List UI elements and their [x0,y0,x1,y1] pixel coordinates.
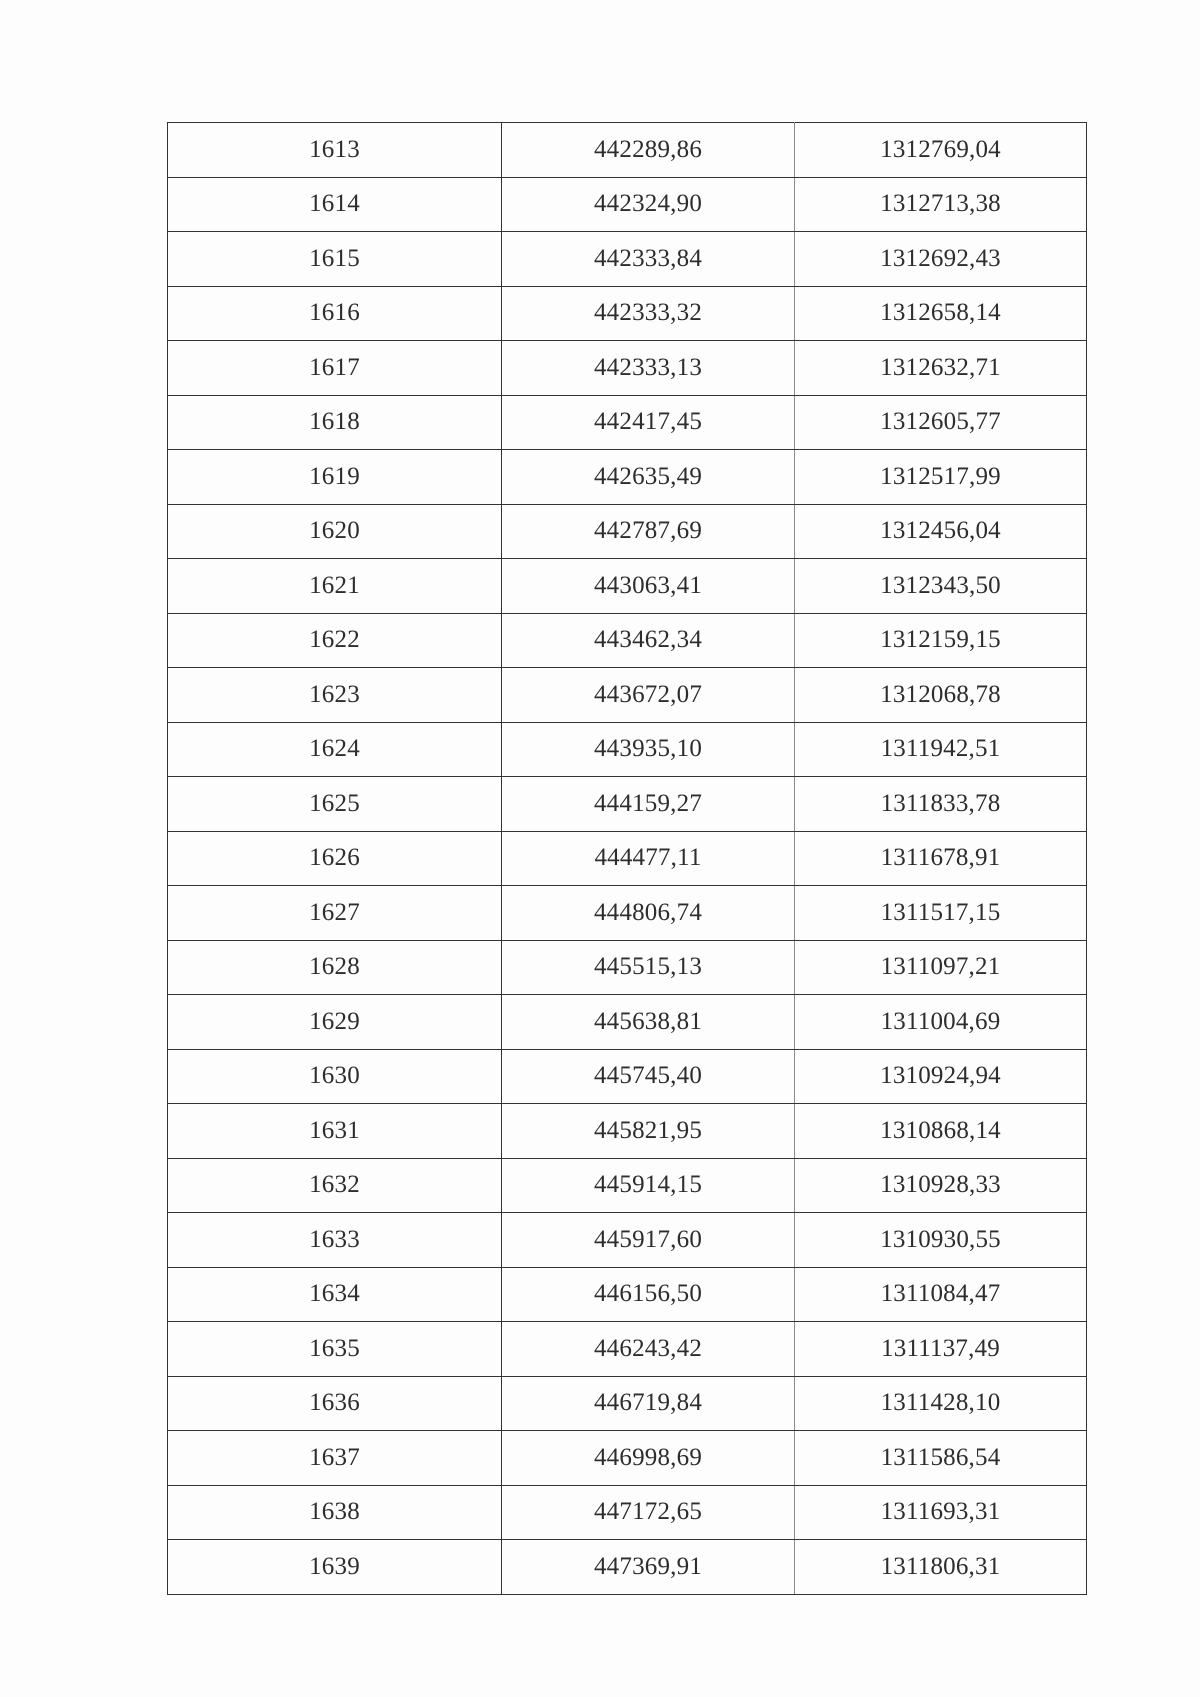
y-coordinate-cell: 1311428,10 [795,1376,1087,1431]
point-number-cell: 1614 [168,177,502,232]
point-number-cell: 1633 [168,1213,502,1268]
x-coordinate-cell: 445914,15 [502,1158,795,1213]
y-coordinate-cell: 1310928,33 [795,1158,1087,1213]
point-number-cell: 1634 [168,1267,502,1322]
table-row [168,1104,1087,1159]
x-coordinate-cell: 446156,50 [502,1267,795,1322]
table-row [168,504,1087,559]
table-row [168,1213,1087,1268]
table-row [168,722,1087,777]
table-row [168,1049,1087,1104]
y-coordinate-cell: 1311678,91 [795,831,1087,886]
x-coordinate-cell: 443935,10 [502,722,795,777]
y-coordinate-cell: 1312692,43 [795,232,1087,287]
table-row [168,1431,1087,1486]
point-number-cell: 1618 [168,395,502,450]
x-coordinate-cell: 446243,42 [502,1322,795,1377]
point-number-cell: 1617 [168,341,502,396]
x-coordinate-cell: 447172,65 [502,1485,795,1540]
x-coordinate-cell: 445821,95 [502,1104,795,1159]
x-coordinate-cell: 444806,74 [502,886,795,941]
y-coordinate-cell: 1312343,50 [795,559,1087,614]
x-coordinate-cell: 443063,41 [502,559,795,614]
table-row [168,613,1087,668]
y-coordinate-cell: 1312456,04 [795,504,1087,559]
y-coordinate-cell: 1312517,99 [795,450,1087,505]
table-row [168,1485,1087,1540]
table-row [168,395,1087,450]
y-coordinate-cell: 1312632,71 [795,341,1087,396]
point-number-cell: 1626 [168,831,502,886]
table-row [168,286,1087,341]
point-number-cell: 1635 [168,1322,502,1377]
x-coordinate-cell: 445638,81 [502,995,795,1050]
table-row [168,1158,1087,1213]
point-number-cell: 1619 [168,450,502,505]
x-coordinate-cell: 442289,86 [502,123,795,178]
x-coordinate-cell: 443462,34 [502,613,795,668]
y-coordinate-cell: 1312068,78 [795,668,1087,723]
y-coordinate-cell: 1311004,69 [795,995,1087,1050]
y-coordinate-cell: 1311137,49 [795,1322,1087,1377]
point-number-cell: 1627 [168,886,502,941]
x-coordinate-cell: 444477,11 [502,831,795,886]
x-coordinate-cell: 442417,45 [502,395,795,450]
table-row [168,123,1087,178]
x-coordinate-cell: 443672,07 [502,668,795,723]
table-row [168,1540,1087,1595]
point-number-cell: 1621 [168,559,502,614]
y-coordinate-cell: 1312658,14 [795,286,1087,341]
y-coordinate-cell: 1310868,14 [795,1104,1087,1159]
x-coordinate-cell: 442333,13 [502,341,795,396]
y-coordinate-cell: 1311084,47 [795,1267,1087,1322]
table-row [168,1376,1087,1431]
y-coordinate-cell: 1312605,77 [795,395,1087,450]
coordinates-table [167,122,1087,1595]
x-coordinate-cell: 442787,69 [502,504,795,559]
x-coordinate-cell: 442324,90 [502,177,795,232]
table-row [168,668,1087,723]
point-number-cell: 1629 [168,995,502,1050]
x-coordinate-cell: 445917,60 [502,1213,795,1268]
table-row [168,232,1087,287]
table-row [168,559,1087,614]
point-number-cell: 1631 [168,1104,502,1159]
y-coordinate-cell: 1311693,31 [795,1485,1087,1540]
point-number-cell: 1639 [168,1540,502,1595]
x-coordinate-cell: 444159,27 [502,777,795,832]
y-coordinate-cell: 1311517,15 [795,886,1087,941]
x-coordinate-cell: 445515,13 [502,940,795,995]
point-number-cell: 1620 [168,504,502,559]
point-number-cell: 1625 [168,777,502,832]
x-coordinate-cell: 442333,32 [502,286,795,341]
point-number-cell: 1637 [168,1431,502,1486]
point-number-cell: 1628 [168,940,502,995]
coordinates-table-body [168,123,1087,1595]
table-row [168,995,1087,1050]
table-row [168,1267,1087,1322]
table-row [168,777,1087,832]
point-number-cell: 1613 [168,123,502,178]
x-coordinate-cell: 445745,40 [502,1049,795,1104]
table-row [168,940,1087,995]
y-coordinate-cell: 1311586,54 [795,1431,1087,1486]
point-number-cell: 1615 [168,232,502,287]
y-coordinate-cell: 1310924,94 [795,1049,1087,1104]
table-row [168,831,1087,886]
point-number-cell: 1616 [168,286,502,341]
point-number-cell: 1636 [168,1376,502,1431]
table-row [168,341,1087,396]
x-coordinate-cell: 442635,49 [502,450,795,505]
table-row [168,450,1087,505]
y-coordinate-cell: 1312159,15 [795,613,1087,668]
y-coordinate-cell: 1311806,31 [795,1540,1087,1595]
x-coordinate-cell: 446719,84 [502,1376,795,1431]
table-row [168,886,1087,941]
point-number-cell: 1630 [168,1049,502,1104]
x-coordinate-cell: 442333,84 [502,232,795,287]
point-number-cell: 1624 [168,722,502,777]
x-coordinate-cell: 446998,69 [502,1431,795,1486]
point-number-cell: 1638 [168,1485,502,1540]
x-coordinate-cell: 447369,91 [502,1540,795,1595]
point-number-cell: 1622 [168,613,502,668]
point-number-cell: 1632 [168,1158,502,1213]
y-coordinate-cell: 1311833,78 [795,777,1087,832]
y-coordinate-cell: 1311942,51 [795,722,1087,777]
y-coordinate-cell: 1312713,38 [795,177,1087,232]
y-coordinate-cell: 1311097,21 [795,940,1087,995]
table-row [168,1322,1087,1377]
point-number-cell: 1623 [168,668,502,723]
y-coordinate-cell: 1312769,04 [795,123,1087,178]
y-coordinate-cell: 1310930,55 [795,1213,1087,1268]
table-row [168,177,1087,232]
